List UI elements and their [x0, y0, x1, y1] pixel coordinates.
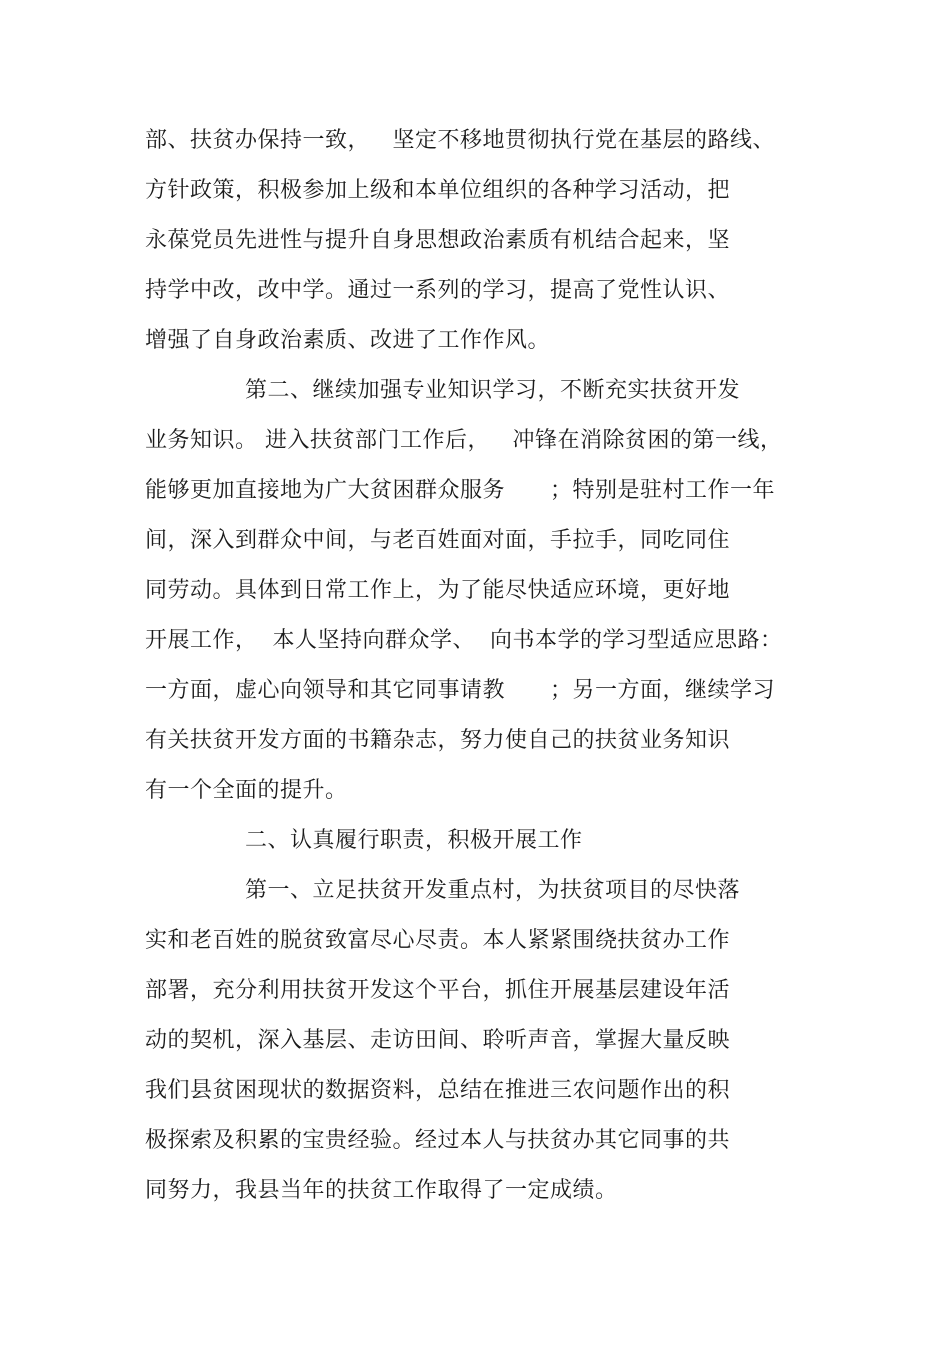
- text-line: 我们县贫困现状的数据资料，总结在推进三农问题作出的积: [145, 1078, 731, 1103]
- text-line: 永葆党员先进性与提升自身思想政治素质有机结合起来，坚: [145, 228, 731, 253]
- text-line: 业务知识。 进入扶贫部门工作后， 冲锋在消除贫困的第一线，: [145, 428, 783, 453]
- text-line: 极探索及积累的宝贵经验。经过本人与扶贫办其它同事的共: [145, 1128, 731, 1153]
- text-line: 方针政策，积极参加上级和本单位组织的各种学习活动，把: [145, 178, 731, 203]
- text-line: 实和老百姓的脱贫致富尽心尽责。本人紧紧围绕扶贫办工作: [145, 928, 731, 953]
- text-line: 同努力，我县当年的扶贫工作取得了一定成绩。: [145, 1178, 618, 1203]
- text-line: 开展工作， 本人坚持向群众学、 向书本学的学习型适应思路：: [145, 628, 783, 653]
- text-line: 动的契机，深入基层、走访田间、聆听声音，掌握大量反映: [145, 1028, 731, 1053]
- text-line: 能够更加直接地为广大贫困群众服务 ；特别是驻村工作一年: [145, 478, 775, 503]
- text-line: 间，深入到群众中间，与老百姓面对面，手拉手，同吃同住: [145, 528, 731, 553]
- text-line: 一方面，虚心向领导和其它同事请教 ；另一方面，继续学习: [145, 678, 775, 703]
- text-line: 增强了自身政治素质、改进了工作作风。: [145, 328, 551, 353]
- paragraph-start-line: 第一、立足扶贫开发重点村，为扶贫项目的尽快落: [245, 878, 741, 903]
- text-line: 有关扶贫开发方面的书籍杂志，努力使自己的扶贫业务知识: [145, 728, 731, 753]
- text-line: 持学中改，改中学。通过一系列的学习，提高了党性认识、: [145, 278, 731, 303]
- section-heading: 二、认真履行职责，积极开展工作: [245, 828, 583, 853]
- text-line: 同劳动。具体到日常工作上，为了能尽快适应环境，更好地: [145, 578, 731, 603]
- paragraph-start-line: 第二、继续加强专业知识学习，不断充实扶贫开发: [245, 378, 741, 403]
- text-line: 部、扶贫办保持一致， 坚定不移地贯彻执行党在基层的路线、: [145, 128, 775, 153]
- text-line: 有一个全面的提升。: [145, 778, 348, 803]
- text-line: 部署，充分利用扶贫开发这个平台，抓住开展基层建设年活: [145, 978, 731, 1003]
